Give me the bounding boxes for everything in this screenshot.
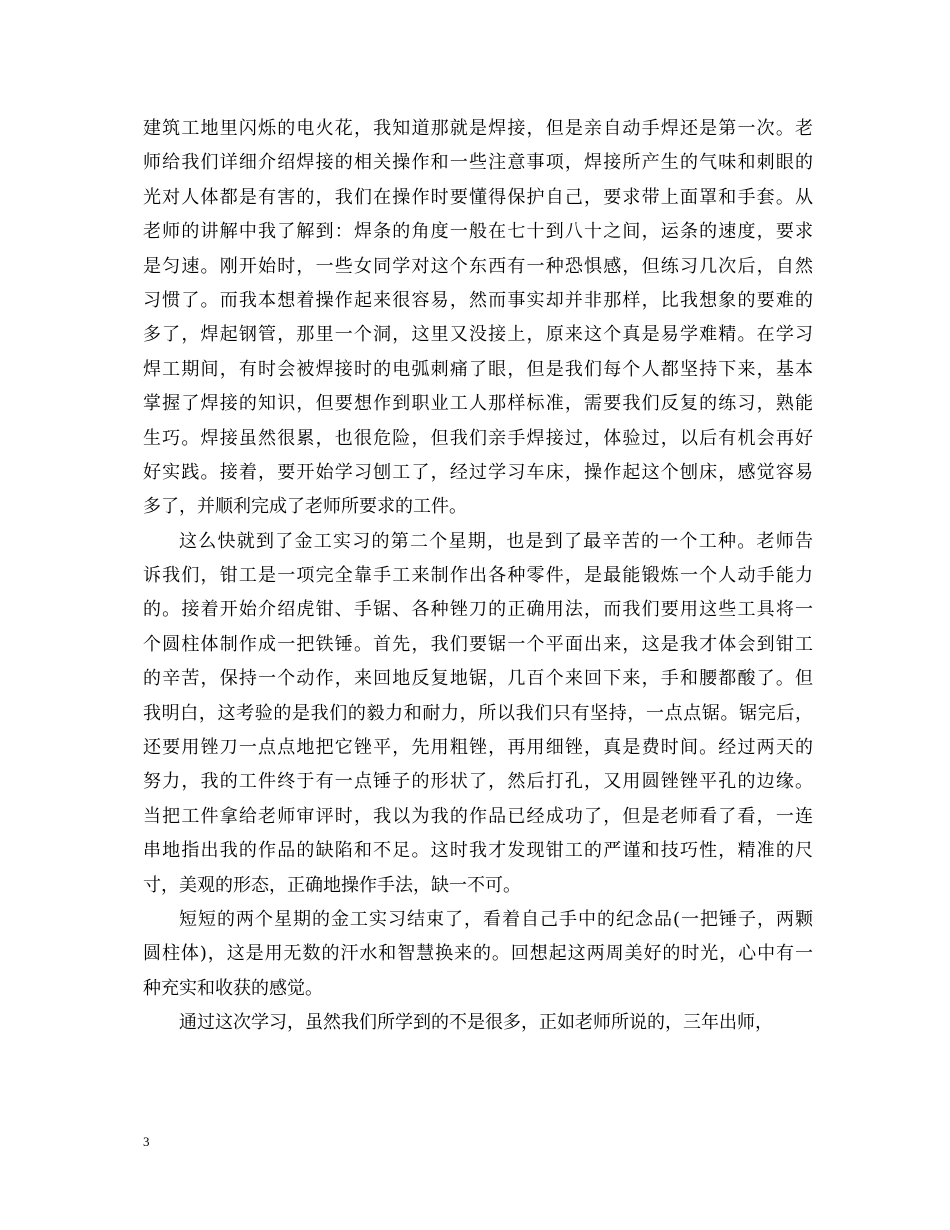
text-line: 种充实和收获的感觉。: [143, 977, 323, 999]
text-line: 习惯了。而我本想着操作起来很容易，然而事实却并非那样，比我想象的要难的: [143, 289, 813, 311]
text-line: 串地指出我的作品的缺陷和不足。这时我才发现钳工的严谨和技巧性，精准的尺: [143, 840, 813, 862]
text-line: 通过这次学习，虽然我们所学到的不是很多，正如老师所说的，三年出师，: [179, 1012, 773, 1034]
text-line: 短短的两个星期的金工实习结束了，看着自己手中的纪念品(一把锤子，两颗: [179, 908, 813, 930]
paragraph: [143, 525, 813, 903]
text-line: 师给我们详细介绍焊接的相关操作和一些注意事项，焊接所产生的气味和刺眼的: [143, 152, 813, 174]
text-line: 掌握了焊接的知识，但要想作到职业工人那样标准，需要我们反复的练习，熟能: [143, 393, 813, 415]
text-line: 的。接着开始介绍虎钳、手锯、各种锉刀的正确用法，而我们要用这些工具将一: [143, 599, 813, 621]
text-line: 是匀速。刚开始时，一些女同学对这个东西有一种恐惧感，但练习几次后，自然: [143, 255, 813, 277]
text-line: 诉我们，钳工是一项完全靠手工来制作出各种零件，是最能锻炼一个人动手能力: [143, 565, 813, 587]
text-line: 好实践。接着，要开始学习刨工了，经过学习车床，操作起这个刨床，感觉容易: [143, 461, 813, 483]
text-line: 这么快就到了金工实习的第二个星期，也是到了最辛苦的一个工种。老师告: [179, 530, 813, 552]
text-line: 生巧。焊接虽然很累，也很危险，但我们亲手焊接过，体验过，以后有机会再好: [143, 427, 813, 449]
text-line: 的辛苦，保持一个动作，来回地反复地锯，几百个来回下来，手和腰都酸了。但: [143, 668, 813, 690]
text-line: 个圆柱体制作成一把铁锤。首先，我们要锯一个平面出来，这是我才体会到钳工: [143, 633, 813, 655]
text-line: 建筑工地里闪烁的电火花，我知道那就是焊接，但是亲自动手焊还是第一次。老: [143, 118, 813, 139]
page-number: 3: [143, 1134, 150, 1149]
text-line: 多了，焊起钢管，那里一个洞，这里又没接上，原来这个真是易学难精。在学习: [143, 324, 813, 346]
paragraph: [143, 1006, 813, 1040]
paragraph: [143, 903, 813, 1006]
text-line: 我明白，这考验的是我们的毅力和耐力，所以我们只有坚持，一点点锯。锯完后，: [143, 702, 813, 724]
paragraph: [143, 112, 813, 525]
text-line: 圆柱体)，这是用无数的汗水和智慧换来的。回想起这两周美好的时光，心中有一: [143, 943, 813, 965]
text-line: 光对人体都是有害的，我们在操作时要懂得保护自己，要求带上面罩和手套。从: [143, 186, 813, 208]
text-line: 当把工件拿给老师审评时，我以为我的作品已经成功了，但是老师看了看，一连: [143, 805, 813, 827]
text-line: 老师的讲解中我了解到：焊条的角度一般在七十到八十之间，运条的速度，要求: [143, 221, 813, 243]
text-line: 努力，我的工件终于有一点锤子的形状了，然后打孔，又用圆锉锉平孔的边缘。: [143, 771, 813, 793]
text-line: 寸，美观的形态，正确地操作手法，缺一不可。: [143, 874, 521, 896]
body-text: [143, 112, 813, 1041]
text-line: 多了，并顺利完成了老师所要求的工件。: [143, 496, 467, 518]
text-line: 还要用锉刀一点点地把它锉平，先用粗锉，再用细锉，真是费时间。经过两天的: [143, 737, 813, 759]
text-line: 焊工期间，有时会被焊接时的电弧刺痛了眼，但是我们每个人都坚持下来，基本: [143, 358, 813, 380]
